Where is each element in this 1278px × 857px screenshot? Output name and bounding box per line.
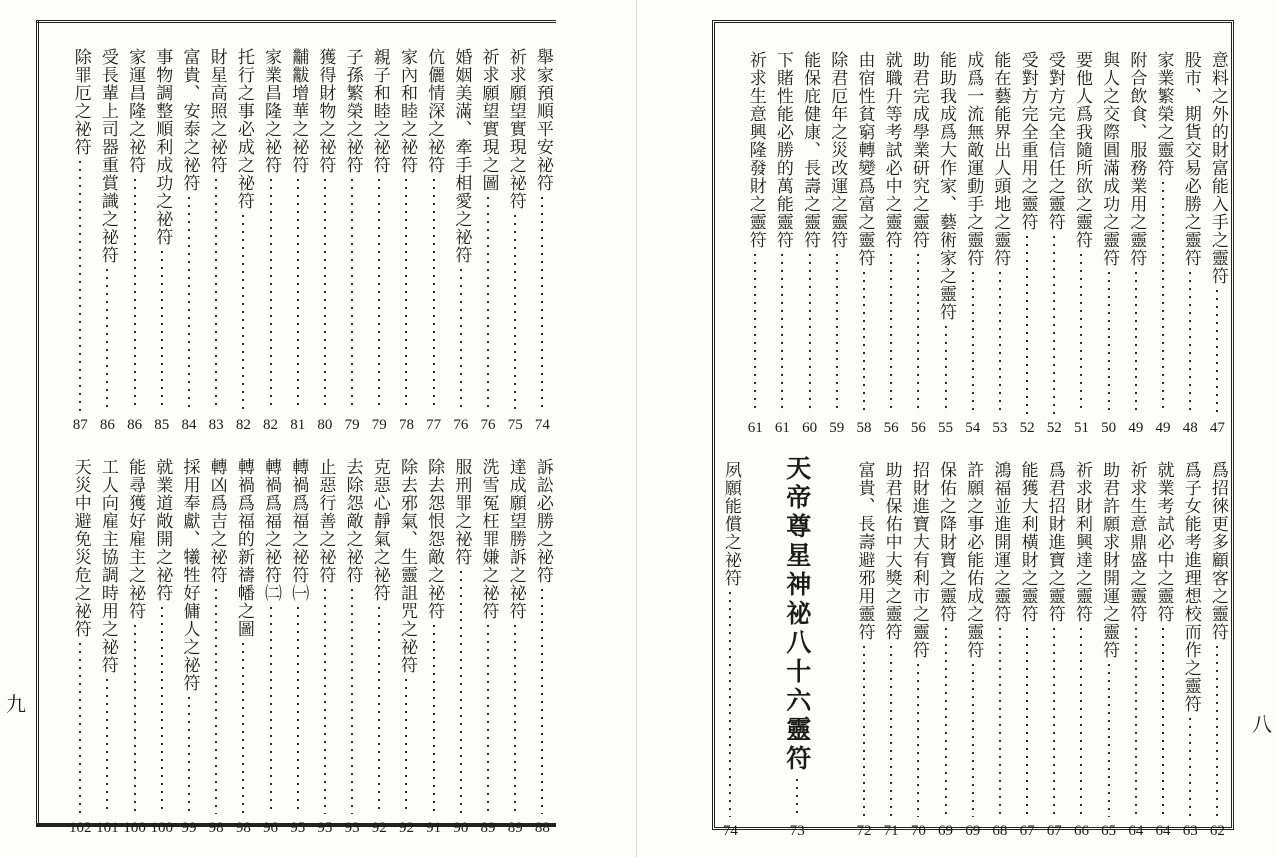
leader-dots <box>405 176 407 411</box>
toc-entry-title: 獲得財物之祕符 <box>315 48 336 174</box>
leader-dots <box>999 269 1001 414</box>
toc-entry[interactable] <box>823 51 850 436</box>
toc-entry-title: 富貴、安泰之祕符 <box>179 48 200 192</box>
section-heading[interactable] <box>771 455 823 839</box>
toc-entry[interactable] <box>986 461 1013 839</box>
toc-entry-page-number: 76 <box>480 417 496 433</box>
leader-dots <box>460 266 462 411</box>
toc-entry[interactable] <box>175 48 202 433</box>
toc-entry[interactable] <box>67 48 94 433</box>
leader-dots <box>324 176 326 411</box>
toc-entry-title: 轉禍爲福之祕符㈠ <box>288 458 309 602</box>
toc-entry-title: 就業考試必中之靈符 <box>1153 461 1174 623</box>
toc-entry-page-number: 76 <box>453 417 469 433</box>
toc-entry-page-number: 53 <box>992 420 1008 436</box>
toc-entry-page-number: 58 <box>856 420 872 436</box>
toc-entry-title: 舉家預順平安祕符 <box>532 48 553 192</box>
toc-entry[interactable] <box>284 458 311 836</box>
section-heading-title: 天帝尊星神祕八十六靈符 <box>782 455 812 774</box>
toc-entry[interactable] <box>1177 51 1204 436</box>
toc-entry-title: 財星高照之祕符 <box>206 48 227 174</box>
toc-entry-title: 祈求生意興隆發財之靈符 <box>745 51 766 249</box>
toc-entry-page-number: 69 <box>938 823 954 839</box>
toc-entry-page-number: 72 <box>856 823 872 839</box>
toc-entry-page-number: 56 <box>883 420 899 436</box>
toc-entry[interactable] <box>1068 461 1095 839</box>
toc-entry[interactable] <box>230 458 257 836</box>
toc-entry[interactable] <box>67 458 94 836</box>
toc-entry[interactable] <box>529 458 556 836</box>
leader-dots <box>106 676 108 814</box>
toc-entry-title: 採用奉獻、犧牲好傭人之祕符 <box>179 458 200 692</box>
leader-dots <box>270 176 272 411</box>
leader-dots <box>405 676 407 814</box>
toc-entry-page-number: 70 <box>910 823 926 839</box>
toc-entry-page-number: 88 <box>534 820 550 836</box>
toc-entry-page-number: 64 <box>1128 823 1144 839</box>
leader-dots <box>1216 643 1218 817</box>
toc-entry-page-number: 68 <box>992 823 1008 839</box>
toc-entry-title: 訴訟必勝之祕符 <box>532 458 553 584</box>
leader-dots <box>161 604 163 814</box>
toc-entry-title: 除去怨恨怨敵之祕符 <box>424 458 445 620</box>
toc-entry-page-number: 100 <box>150 820 174 836</box>
toc-entry-title: 受長輩上司器重賞識之祕符 <box>97 48 118 264</box>
toc-entry-title: 爲子女能考進理想校而作之靈符 <box>1180 461 1201 713</box>
toc-entry[interactable] <box>257 458 284 836</box>
toc-entry-title: 就職升等考試必中之靈符 <box>881 51 902 249</box>
leader-dots <box>1080 625 1082 817</box>
toc-entry-title: 祈求生意鼎盛之靈符 <box>1126 461 1147 623</box>
toc-entry[interactable] <box>529 48 556 433</box>
left-bottom-column-group <box>36 458 556 836</box>
toc-entry-title: 助君許願求財開運之靈符 <box>1099 461 1120 659</box>
toc-entry-page-number: 81 <box>290 417 306 433</box>
toc-entry[interactable] <box>850 51 877 436</box>
toc-entry-page-number: 87 <box>72 417 88 433</box>
leader-dots <box>297 604 299 814</box>
toc-entry-title: 祈求願望實現之圖 <box>478 48 499 192</box>
leader-dots <box>215 586 217 814</box>
leader-dots <box>729 589 731 817</box>
toc-entry[interactable] <box>878 461 905 839</box>
toc-entry[interactable] <box>94 458 121 836</box>
toc-entry-page-number: 74 <box>534 417 550 433</box>
toc-entry-page-number: 71 <box>883 823 899 839</box>
leader-dots <box>796 776 798 817</box>
toc-entry-page-number: 92 <box>398 820 414 836</box>
leader-dots <box>836 463 838 817</box>
right-page-number: 八 <box>1252 712 1272 736</box>
toc-entry[interactable] <box>148 48 175 433</box>
toc-entry-title: 除去邪氣、生靈詛咒之祕符 <box>396 458 417 674</box>
toc-entry-page-number: 52 <box>1046 420 1062 436</box>
left-page-toc <box>36 20 556 836</box>
toc-entry[interactable] <box>339 458 366 836</box>
toc-entry-page-number: 89 <box>507 820 523 836</box>
toc-entry[interactable] <box>878 51 905 436</box>
toc-entry-page-number: 77 <box>426 417 442 433</box>
leader-dots <box>972 269 974 414</box>
toc-entry-page-number: 78 <box>398 417 414 433</box>
leader-dots <box>1189 715 1191 817</box>
toc-entry[interactable] <box>959 461 986 839</box>
leader-dots <box>134 176 136 411</box>
leader-dots <box>917 251 919 414</box>
toc-entry[interactable] <box>339 48 366 433</box>
leader-dots <box>1162 179 1164 414</box>
toc-entry-page-number: 84 <box>181 417 197 433</box>
toc-entry[interactable] <box>932 461 959 839</box>
leader-dots <box>890 251 892 414</box>
toc-entry-page-number: 98 <box>208 820 224 836</box>
toc-entry[interactable] <box>148 458 175 836</box>
toc-entry-title: 家運昌隆之祕符 <box>125 48 146 174</box>
toc-entry-title: 黼黻增華之祕符 <box>288 48 309 174</box>
leader-dots <box>809 251 811 414</box>
toc-entry[interactable] <box>257 48 284 433</box>
toc-entry[interactable] <box>311 458 338 836</box>
leader-dots <box>188 694 190 814</box>
toc-entry[interactable] <box>1122 461 1149 839</box>
toc-entry-page-number: 95 <box>290 820 306 836</box>
toc-entry-title: 事物調整順利成功之祕符 <box>152 48 173 246</box>
toc-entry[interactable] <box>1122 51 1149 436</box>
toc-entry-page-number: 100 <box>123 820 146 836</box>
leader-dots <box>514 212 516 411</box>
toc-entry-page-number: 49 <box>1128 420 1144 436</box>
toc-entry[interactable] <box>203 48 230 433</box>
toc-entry-page-number: 50 <box>1101 420 1117 436</box>
leader-dots <box>1189 269 1191 414</box>
leader-dots <box>487 194 489 411</box>
leader-dots <box>541 586 543 814</box>
toc-entry-title: 助君保佑中大獎之靈符 <box>881 461 902 641</box>
toc-entry-title: 婚姻美滿、牽手相愛之祕符 <box>451 48 472 264</box>
toc-entry-title: 鴻福並進開運之靈符 <box>990 461 1011 623</box>
toc-entry-title: 由宿性貧窮轉變爲富之靈符 <box>854 51 875 267</box>
leader-dots <box>541 194 543 411</box>
leader-dots <box>242 640 244 814</box>
toc-entry[interactable] <box>311 48 338 433</box>
toc-entry-title: 家業繁榮之靈符 <box>1153 51 1174 177</box>
toc-entry[interactable] <box>905 51 932 436</box>
toc-entry-title: 股市、期貨交易必勝之靈符 <box>1180 51 1201 267</box>
toc-entry-page-number: 93 <box>344 820 360 836</box>
toc-entry[interactable] <box>1068 51 1095 436</box>
toc-entry-title: 保佑之降財寶之靈符 <box>936 461 957 623</box>
toc-entry-page-number: 67 <box>1046 823 1062 839</box>
toc-entry[interactable] <box>230 48 257 433</box>
toc-entry[interactable] <box>742 51 769 436</box>
leader-dots <box>324 586 326 814</box>
toc-entry[interactable] <box>796 51 823 436</box>
toc-entry <box>823 461 850 839</box>
toc-entry[interactable] <box>175 458 202 836</box>
toc-entry-title: 能助我成爲大作家、藝術家之靈符 <box>936 51 957 321</box>
toc-entry <box>744 461 771 839</box>
toc-entry-page-number: 52 <box>1019 420 1035 436</box>
toc-entry-title: 受對方完全重用之靈符 <box>1017 51 1038 231</box>
toc-entry-page-number: 82 <box>263 417 279 433</box>
toc-entry-page-number: 65 <box>1101 823 1117 839</box>
leader-dots <box>1026 233 1028 414</box>
toc-entry-title: 就業道敞開之祕符 <box>152 458 173 602</box>
toc-entry-title: 家業昌隆之祕符 <box>261 48 282 174</box>
toc-entry-title: 能在藝能界出人頭地之靈符 <box>990 51 1011 267</box>
toc-entry-page-number: 102 <box>68 820 92 836</box>
page-fold <box>636 0 637 857</box>
toc-entry-page-number: 82 <box>235 417 251 433</box>
toc-entry-title: 能尋獲好雇主之祕符 <box>125 458 146 620</box>
toc-entry-title: 達成願望勝訴之祕符 <box>505 458 526 620</box>
toc-entry[interactable] <box>1149 51 1176 436</box>
toc-entry-title: 轉禍爲福的新禱幡之圖 <box>233 458 254 638</box>
toc-entry-page-number: 75 <box>507 417 523 433</box>
toc-entry[interactable] <box>959 51 986 436</box>
leader-dots <box>188 194 190 411</box>
toc-entry[interactable] <box>502 458 529 836</box>
leader-dots <box>433 622 435 814</box>
leader-dots <box>270 604 272 814</box>
toc-entry[interactable] <box>94 48 121 433</box>
toc-entry-title: 轉凶爲吉之祕符 <box>206 458 227 584</box>
toc-entry-title: 與人之交際圓滿成功之靈符 <box>1099 51 1120 267</box>
toc-entry-title: 祈求財利興達之靈符 <box>1071 461 1092 623</box>
toc-entry[interactable] <box>420 458 447 836</box>
leader-dots <box>161 248 163 411</box>
toc-entry[interactable] <box>1177 461 1204 839</box>
leader-dots <box>1216 287 1218 414</box>
leader-dots <box>378 176 380 411</box>
leader-dots <box>945 323 947 414</box>
leader-dots <box>757 463 759 817</box>
toc-entry[interactable] <box>717 461 744 839</box>
toc-entry[interactable] <box>1204 461 1231 839</box>
leader-dots <box>972 661 974 817</box>
toc-entry-page-number: 63 <box>1182 823 1198 839</box>
toc-entry-page-number: 69 <box>965 823 981 839</box>
leader-dots <box>1026 625 1028 817</box>
toc-entry[interactable] <box>932 51 959 436</box>
toc-entry[interactable] <box>905 461 932 839</box>
right-bottom-column-group <box>715 455 1231 839</box>
toc-entry[interactable] <box>203 458 230 836</box>
leader-dots <box>460 568 462 814</box>
toc-entry-page-number: 60 <box>802 420 818 436</box>
toc-entry-page-number: 51 <box>1073 420 1089 436</box>
toc-entry-page-number: 80 <box>317 417 333 433</box>
toc-entry-page-number: 56 <box>910 420 926 436</box>
toc-entry-page-number: 79 <box>344 417 360 433</box>
toc-entry-page-number: 67 <box>1019 823 1035 839</box>
toc-entry-title: 除罪厄之祕符 <box>70 48 91 156</box>
leader-dots <box>134 622 136 814</box>
toc-entry-title: 招財進寶大有利市之靈符 <box>908 461 929 659</box>
leader-dots <box>242 212 244 411</box>
toc-entry-page-number: 89 <box>480 820 496 836</box>
toc-entry[interactable] <box>121 458 148 836</box>
toc-entry-title: 止惡行善之祕符 <box>315 458 336 584</box>
toc-entry-page-number: 73 <box>789 823 805 839</box>
leader-dots <box>1135 269 1137 414</box>
toc-entry-title: 天災中避免災危之祕符 <box>70 458 91 638</box>
toc-entry[interactable] <box>420 48 447 433</box>
toc-entry[interactable] <box>1149 461 1176 839</box>
toc-entry-title: 成爲一流無敵運動手之靈符 <box>963 51 984 267</box>
toc-entry-title: 親子和睦之祕符 <box>369 48 390 174</box>
leader-dots <box>917 661 919 817</box>
toc-entry-page-number: 92 <box>371 820 387 836</box>
toc-entry[interactable] <box>1095 51 1122 436</box>
right-top-column-group <box>715 51 1231 436</box>
toc-entry-title: 富貴、長壽避邪用靈符 <box>854 461 875 641</box>
toc-entry-page-number: 90 <box>453 820 469 836</box>
toc-entry-title: 家內和睦之祕符 <box>396 48 417 174</box>
toc-entry-title: 克惡心靜氣之祕符 <box>369 458 390 602</box>
toc-entry-page-number: 62 <box>1209 823 1225 839</box>
toc-entry-title: 助君完成學業研究之靈符 <box>908 51 929 249</box>
leader-dots <box>781 251 783 414</box>
leader-dots <box>1135 625 1137 817</box>
toc-entry[interactable] <box>284 48 311 433</box>
toc-entry-title: 托行之事必成之祕符 <box>233 48 254 210</box>
toc-entry-page-number: 49 <box>1155 420 1171 436</box>
leader-dots <box>1080 251 1082 414</box>
toc-entry-page-number: 86 <box>99 417 115 433</box>
toc-entry[interactable] <box>1041 51 1068 436</box>
toc-entry[interactable] <box>393 458 420 836</box>
toc-entry-page-number: 79 <box>371 417 387 433</box>
leader-dots <box>514 622 516 814</box>
toc-entry-title: 服刑罪之祕符 <box>451 458 472 566</box>
toc-entry[interactable] <box>986 51 1013 436</box>
toc-entry-page-number: 85 <box>154 417 170 433</box>
toc-entry-page-number: 96 <box>263 820 279 836</box>
leader-dots <box>79 158 81 411</box>
toc-entry[interactable] <box>1095 461 1122 839</box>
toc-entry-page-number: 86 <box>127 417 143 433</box>
toc-entry[interactable] <box>502 48 529 433</box>
toc-entry-page-number: 101 <box>96 820 119 836</box>
leader-dots <box>106 266 108 411</box>
leader-dots <box>215 176 217 411</box>
leader-dots <box>79 640 81 814</box>
toc-entry-title: 下賭性能必勝的萬能靈符 <box>772 51 793 249</box>
toc-entry-page-number: 54 <box>965 420 981 436</box>
toc-entry[interactable] <box>366 458 393 836</box>
leader-dots <box>754 251 756 414</box>
toc-entry-page-number: 66 <box>1073 823 1089 839</box>
leader-dots <box>351 586 353 814</box>
leader-dots <box>890 643 892 817</box>
toc-entry-title: 轉禍爲福之祕符㈡ <box>261 458 282 602</box>
leader-dots <box>863 269 865 414</box>
toc-entry[interactable] <box>769 51 796 436</box>
toc-entry-page-number: 74 <box>722 823 738 839</box>
leader-dots <box>378 604 380 814</box>
toc-entry-page-number: 48 <box>1182 420 1198 436</box>
toc-entry[interactable] <box>1014 461 1041 839</box>
toc-entry-page-number: 95 <box>317 820 333 836</box>
toc-entry-page-number: 61 <box>774 420 790 436</box>
toc-entry-title: 爲招徠更多顧客之靈符 <box>1207 461 1228 641</box>
leader-dots <box>863 643 865 817</box>
toc-entry-title: 能獲大利橫財之靈符 <box>1017 461 1038 623</box>
toc-entry-title: 附合飲食、服務業用之靈符 <box>1126 51 1147 267</box>
toc-entry[interactable] <box>474 458 501 836</box>
toc-entry-title: 要他人爲我隨所欲之靈符 <box>1071 51 1092 249</box>
leader-dots <box>433 176 435 411</box>
leader-dots <box>836 251 838 414</box>
leader-dots <box>1053 625 1055 817</box>
leader-dots <box>999 625 1001 817</box>
toc-entry-title: 許願之事必能佑成之靈符 <box>963 461 984 659</box>
leader-dots <box>945 625 947 817</box>
toc-entry[interactable] <box>366 48 393 433</box>
toc-entry-title: 爲君招財進寶之靈符 <box>1044 461 1065 623</box>
toc-entry[interactable] <box>1014 51 1041 436</box>
toc-entry[interactable] <box>1204 51 1231 436</box>
toc-entry-title: 受對方完全信任之靈符 <box>1044 51 1065 231</box>
toc-entry[interactable] <box>850 461 877 839</box>
toc-entry-page-number: 64 <box>1155 823 1171 839</box>
leader-dots <box>1108 269 1110 414</box>
toc-entry-title: 祈求願望實現之祕符 <box>505 48 526 210</box>
leader-dots <box>487 622 489 814</box>
toc-entry-page-number: 99 <box>181 820 197 836</box>
toc-entry-page-number: 83 <box>208 417 224 433</box>
leader-dots <box>1053 233 1055 414</box>
toc-entry-title: 去除怨敵之祕符 <box>342 458 363 584</box>
toc-entry-title: 伉儷情深之祕符 <box>424 48 445 174</box>
toc-entry-title: 洗雪冤枉罪嫌之祕符 <box>478 458 499 620</box>
toc-entry-page-number: 59 <box>829 420 845 436</box>
toc-entry-title: 能保庇健康、長壽之靈符 <box>800 51 821 249</box>
toc-entry[interactable] <box>1041 461 1068 839</box>
leader-dots <box>1162 625 1164 817</box>
right-page-toc <box>712 20 1234 839</box>
left-page-number: 九 <box>6 692 26 716</box>
toc-entry[interactable] <box>447 458 474 836</box>
left-top-column-group <box>36 48 556 433</box>
toc-entry-title: 除君厄年之災改運之靈符 <box>827 51 848 249</box>
toc-entry-title: 意料之外的財富能入手之靈符 <box>1207 51 1228 285</box>
leader-dots <box>1108 661 1110 817</box>
toc-entry[interactable] <box>474 48 501 433</box>
toc-entry[interactable] <box>121 48 148 433</box>
toc-entry-page-number: 61 <box>747 420 763 436</box>
leader-dots <box>297 176 299 411</box>
toc-entry-title: 工人向雇主協調時用之祕符 <box>97 458 118 674</box>
toc-entry-title: 子孫繁榮之祕符 <box>342 48 363 174</box>
toc-entry-page-number: 55 <box>938 420 954 436</box>
toc-entry-title: 夙願能償之祕符 <box>720 461 741 587</box>
toc-entry-page-number: 91 <box>426 820 442 836</box>
toc-entry[interactable] <box>393 48 420 433</box>
toc-entry-page-number: 98 <box>235 820 251 836</box>
leader-dots <box>351 176 353 411</box>
toc-entry-page-number: 47 <box>1209 420 1225 436</box>
toc-entry[interactable] <box>447 48 474 433</box>
